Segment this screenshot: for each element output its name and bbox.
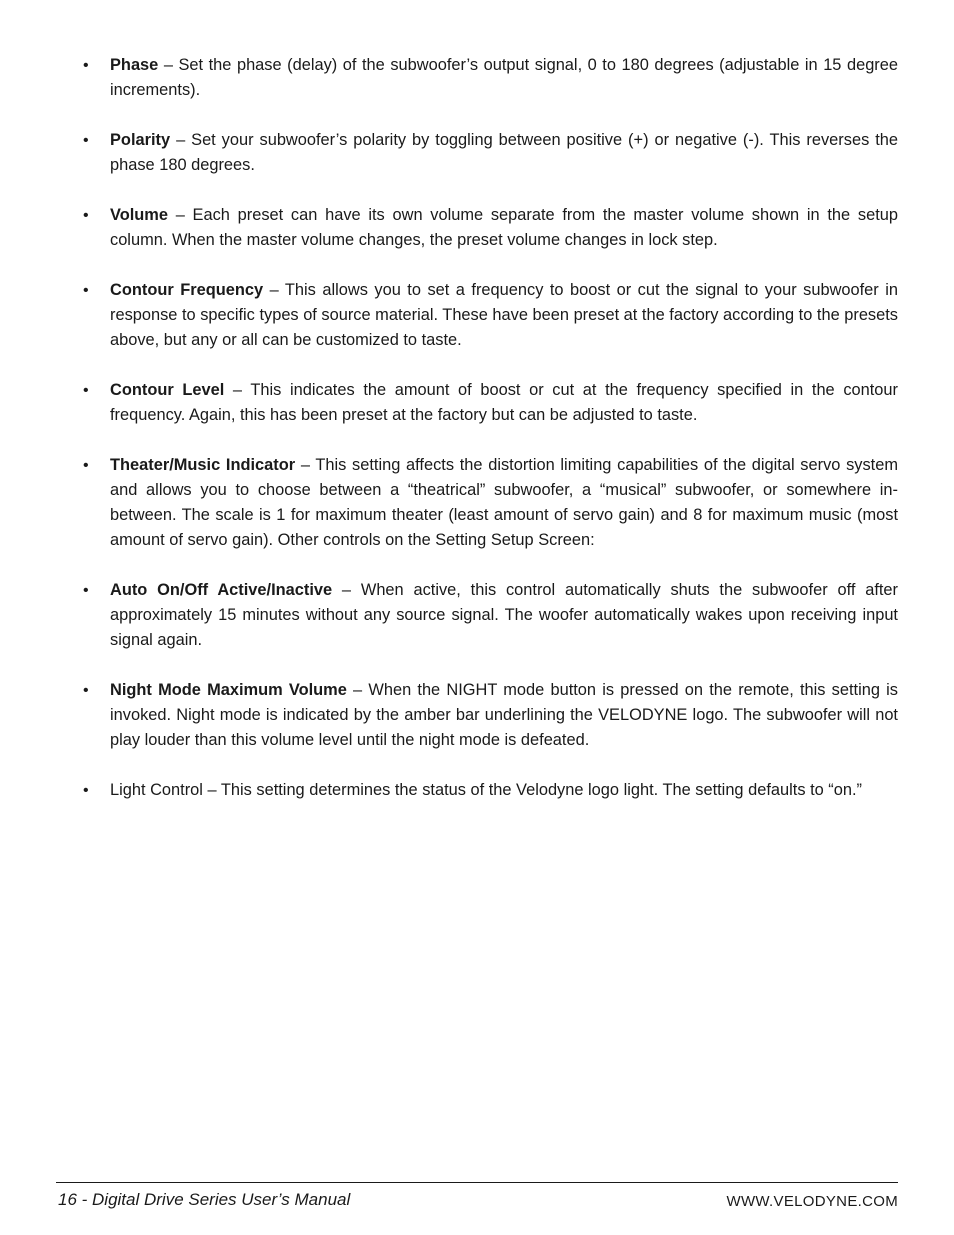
bullet-term: Theater/Music Indicator xyxy=(110,456,296,474)
bullet-dot-icon: • xyxy=(83,457,89,474)
bullet-text: Light Control – This setting determines the status of the Velodyne logo light. The setting defaults to “on.” xyxy=(110,781,862,799)
bullet-dot-icon: • xyxy=(83,582,89,599)
bullet-text: – This setting affects the distortion limiting capabilities of the digital servo system and allows you to choose between a “theatrical” subwoofer, a “musical” subwoofer, or somewhere in-between. The scale is 1 for maximum theater (least amount of servo gain) and 8 for maximum music (most amount of servo gain). Other controls on the Setting Setup Screen: xyxy=(110,456,899,549)
bullet-text: – Set the phase (delay) of the subwoofer’s output signal, 0 to 180 degrees (adjustable in 15 degree increments). xyxy=(110,56,898,99)
bullet-term: Contour Level xyxy=(110,381,225,399)
bullet-phase xyxy=(83,53,898,103)
bullet-term: Phase xyxy=(110,56,159,74)
bullet-text: – Set your subwoofer’s polarity by toggling between positive (+) or negative (-). This reverses the phase 180 degrees. xyxy=(110,131,898,174)
bullet-dot-icon: • xyxy=(83,282,89,299)
bullet-dot-icon: • xyxy=(83,132,89,149)
bullet-term: Night Mode Maximum Volume xyxy=(110,681,347,699)
footer-divider xyxy=(56,1182,898,1183)
bullet-text: – Each preset can have its own volume separate from the master volume shown in the setup column. When the master volume changes, the preset volume changes in lock step. xyxy=(110,206,898,249)
page-content xyxy=(83,53,898,828)
bullet-text: – When active, this control automatically shuts the subwoofer off after approximately 15 minutes without any source signal. The woofer automatically wakes upon receiving input signal again. xyxy=(110,581,899,649)
bullet-polarity xyxy=(83,128,898,178)
settings-bullet-list xyxy=(83,53,898,803)
bullet-text: – When the NIGHT mode button is pressed on the remote, this setting is invoked. Night mode is indicated by the amber bar underlining the VELODYNE logo. The subwoofer will not play louder than this volume level until the night mode is defeated. xyxy=(110,681,898,749)
bullet-term: Auto On/Off Active/Inactive xyxy=(110,581,333,599)
bullet-contour-level xyxy=(83,378,898,428)
bullet-dot-icon: • xyxy=(83,57,89,74)
bullet-dot-icon: • xyxy=(83,382,89,399)
bullet-contour-frequency xyxy=(83,278,898,353)
bullet-theater-music-indicator xyxy=(83,453,898,553)
bullet-dot-icon: • xyxy=(83,207,89,224)
bullet-light-control xyxy=(83,778,898,803)
bullet-term: Polarity xyxy=(110,131,171,149)
bullet-term: Volume xyxy=(110,206,168,224)
bullet-term: Contour Frequency xyxy=(110,281,264,299)
bullet-auto-on-off xyxy=(83,578,898,653)
bullet-text: – This allows you to set a frequency to boost or cut the signal to your subwoofer in response to specific types of source material. These have been preset at the factory according to the presets above, but any or all can be customized to taste. xyxy=(110,281,899,349)
bullet-text: – This indicates the amount of boost or cut at the frequency specified in the contour frequency. Again, this has been preset at the factory but can be adjusted to taste. xyxy=(110,381,898,424)
footer-website: WWW.VELODYNE.COM xyxy=(726,1193,898,1210)
bullet-dot-icon: • xyxy=(83,682,89,699)
footer-page-label: 16 - Digital Drive Series User’s Manual xyxy=(58,1190,351,1209)
bullet-dot-icon: • xyxy=(83,782,89,799)
bullet-night-mode-maximum-volume xyxy=(83,678,898,753)
bullet-volume xyxy=(83,203,898,253)
